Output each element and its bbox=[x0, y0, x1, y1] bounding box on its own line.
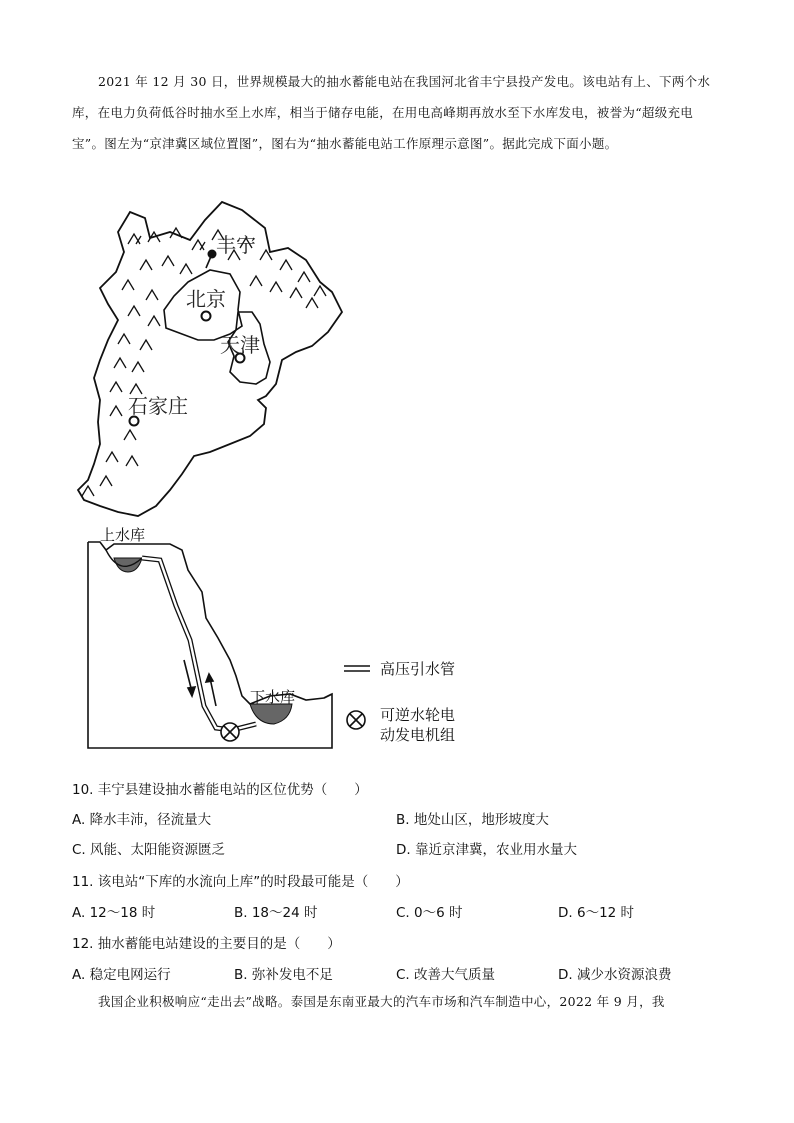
label-shijiazhuang: 石家庄 bbox=[128, 394, 188, 418]
q11-option-c: C. 0～6 时 bbox=[396, 905, 463, 921]
q10-option-d: D. 靠近京津冀，农业用水量大 bbox=[396, 842, 577, 858]
diagram-figure bbox=[80, 520, 500, 755]
jingjinji-map bbox=[70, 200, 360, 525]
q10-option-b: B. 地处山区，地形坡度大 bbox=[396, 812, 549, 828]
lower-reservoir-label: 下水库 bbox=[250, 688, 296, 706]
label-beijing: 北京 bbox=[186, 287, 226, 311]
mountain-symbols bbox=[82, 228, 326, 496]
turbine-symbol bbox=[221, 723, 239, 741]
pumped-storage-diagram bbox=[80, 520, 500, 755]
q11-option-b: B. 18～24 时 bbox=[234, 905, 318, 921]
q12-option-d: D. 减少水资源浪费 bbox=[558, 967, 672, 983]
legend-pipe-label: 高压引水管 bbox=[380, 660, 456, 678]
q10-option-c: C. 风能、太阳能资源匮乏 bbox=[72, 842, 226, 858]
question-10-stem: 10. 丰宁县建设抽水蓄能电站的区位优势（ ） bbox=[72, 782, 368, 798]
lower-reservoir-water bbox=[250, 704, 292, 724]
q11-option-d: D. 6～12 时 bbox=[558, 905, 635, 921]
question-12-stem: 12. 抽水蓄能电站建设的主要目的是（ ） bbox=[72, 936, 341, 952]
label-tianjin: 天津 bbox=[220, 333, 260, 357]
legend-turbine-label-1: 可逆水轮电 bbox=[380, 706, 456, 724]
q10-option-a: A. 降水丰沛，径流量大 bbox=[72, 812, 212, 828]
penstock-pipe bbox=[142, 558, 256, 730]
hebei-outline bbox=[78, 202, 342, 516]
legend-turbine-label-2: 动发电机组 bbox=[380, 726, 456, 744]
q12-option-c: C. 改善大气质量 bbox=[396, 967, 496, 983]
map-figure bbox=[70, 200, 360, 525]
question-11-stem: 11. 该电站“下库的水流向上库”的时段最可能是（ ） bbox=[72, 874, 409, 890]
q12-option-a: A. 稳定电网运行 bbox=[72, 967, 171, 983]
outro-paragraph: 我国企业积极响应“走出去”战略。泰国是东南亚最大的汽车市场和汽车制造中心，2022 年 9 月，我 bbox=[98, 994, 665, 1009]
beijing-marker bbox=[202, 312, 211, 321]
q11-option-a: A. 12～18 时 bbox=[72, 905, 156, 921]
q12-option-b: B. 弥补发电不足 bbox=[234, 967, 333, 983]
upper-reservoir-label: 上水库 bbox=[100, 526, 146, 544]
intro-paragraph: 2021 年 12 月 30 日，世界规模最大的抽水蓄能电站在我国河北省丰宁县投产发电。该电站有上、下两个水库，在电力负荷低谷时抽水至上水库，相当于储存电能，在用电高峰期再放水至下水库发电，被誉为“超级充电宝”。图左为“京津冀区域位置图”，图右为“抽水蓄能电站工作原理示意图”。据此完成下面小题。 bbox=[72, 74, 711, 151]
legend bbox=[344, 660, 455, 744]
label-fengning: 丰宁 bbox=[216, 233, 256, 257]
